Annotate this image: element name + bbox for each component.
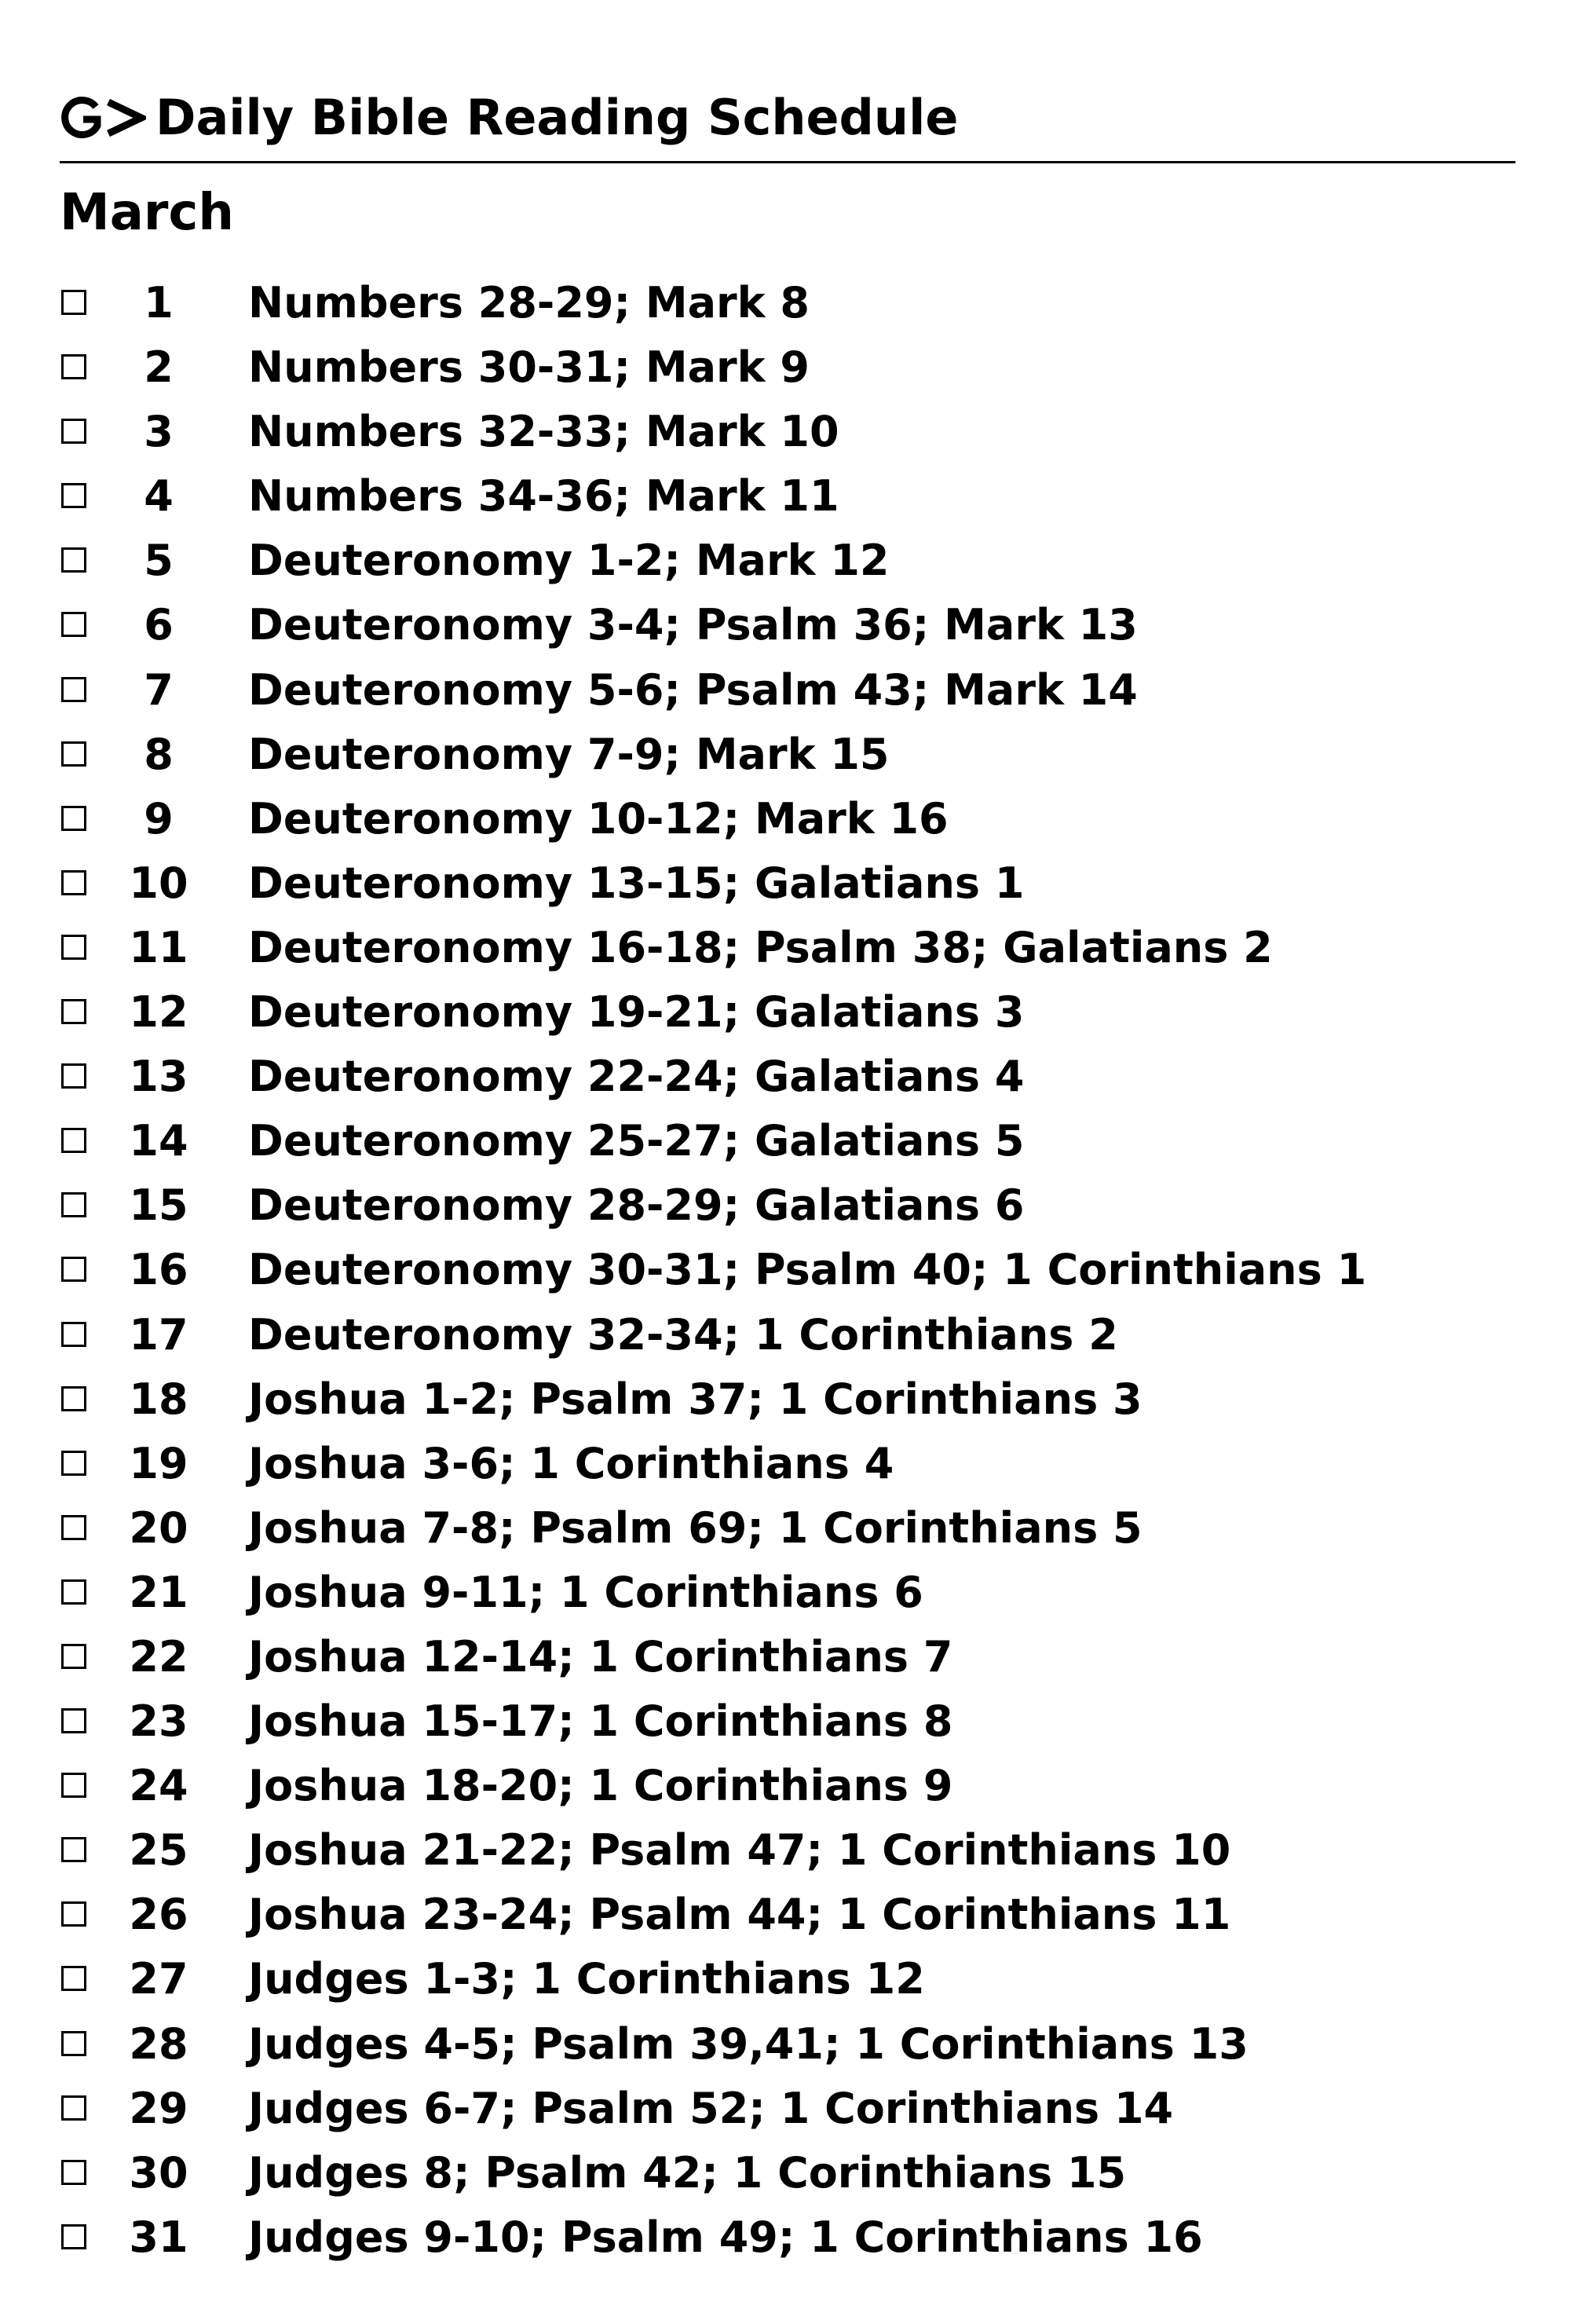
reading-text: Joshua 7-8; Psalm 69; 1 Corinthians 5: [248, 1502, 1142, 1553]
day-number: 4: [144, 471, 174, 522]
reading-text: Deuteronomy 32-34; 1 Corinthians 2: [248, 1309, 1118, 1360]
reading-text: Deuteronomy 16-18; Psalm 38; Galatians 2: [248, 922, 1273, 972]
reading-text: Joshua 1-2; Psalm 37; 1 Corinthians 3: [248, 1374, 1142, 1424]
day-number: 20: [129, 1502, 188, 1553]
reading-row: [60, 1238, 1515, 1302]
day-number: 25: [129, 1825, 188, 1876]
reading-text: Joshua 23-24; Psalm 44; 1 Corinthians 11: [248, 1890, 1231, 1940]
day-number: 26: [129, 1890, 188, 1940]
checkbox[interactable]: [61, 1257, 86, 1282]
day-number: 11: [129, 922, 188, 972]
reading-text: Joshua 12-14; 1 Corinthians 7: [248, 1631, 953, 1682]
reading-row: [60, 851, 1515, 916]
reading-row: [60, 271, 1515, 335]
checkbox[interactable]: [61, 2031, 86, 2056]
checkbox[interactable]: [61, 2160, 86, 2185]
gc-logo-icon: [60, 94, 146, 141]
reading-text: Deuteronomy 7-9; Mark 15: [248, 729, 890, 779]
checkbox[interactable]: [61, 419, 86, 444]
reading-text: Deuteronomy 22-24; Galatians 4: [248, 1052, 1025, 1102]
reading-text: Numbers 30-31; Mark 9: [248, 342, 810, 393]
reading-text: Numbers 34-36; Mark 11: [248, 471, 839, 522]
reading-text: Judges 9-10; Psalm 49; 1 Corinthians 16: [248, 2212, 1203, 2262]
reading-row: [60, 723, 1515, 787]
checkbox[interactable]: [61, 1837, 86, 1862]
day-number: 21: [129, 1567, 188, 1617]
day-number: 17: [129, 1309, 188, 1360]
reading-row: [60, 980, 1515, 1045]
reading-text: Deuteronomy 25-27; Galatians 5: [248, 1116, 1025, 1166]
reading-row: [60, 1561, 1515, 1625]
month-heading: March: [60, 184, 234, 242]
page-header: [60, 85, 1515, 163]
checkbox[interactable]: [61, 1451, 86, 1476]
reading-text: Deuteronomy 5-6; Psalm 43; Mark 14: [248, 664, 1138, 715]
day-number: 8: [144, 729, 174, 779]
checkbox[interactable]: [61, 1192, 86, 1217]
day-number: 24: [129, 1761, 188, 1811]
checkbox[interactable]: [61, 1773, 86, 1798]
reading-text: Deuteronomy 13-15; Galatians 1: [248, 858, 1025, 908]
reading-row: [60, 1883, 1515, 1947]
day-number: 5: [144, 536, 174, 586]
reading-row: [60, 1303, 1515, 1367]
reading-row: [60, 2077, 1515, 2141]
checkbox[interactable]: [61, 806, 86, 831]
reading-text: Judges 1-3; 1 Corinthians 12: [248, 1954, 925, 2004]
reading-row: [60, 1689, 1515, 1754]
reading-row: [60, 1109, 1515, 1173]
checkbox[interactable]: [61, 547, 86, 573]
day-number: 23: [129, 1696, 188, 1747]
reading-text: Judges 4-5; Psalm 39,41; 1 Corinthians 13: [248, 2018, 1249, 2069]
reading-text: Deuteronomy 1-2; Mark 12: [248, 536, 890, 586]
checkbox[interactable]: [61, 1966, 86, 1991]
day-number: 29: [129, 2083, 188, 2133]
reading-text: Deuteronomy 30-31; Psalm 40; 1 Corinthians 1: [248, 1245, 1367, 1295]
reading-row: [60, 1496, 1515, 1561]
checkbox[interactable]: [61, 612, 86, 637]
reading-row: [60, 1432, 1515, 1496]
checkbox[interactable]: [61, 1901, 86, 1927]
checkbox[interactable]: [61, 1322, 86, 1347]
checkbox[interactable]: [61, 1515, 86, 1540]
checkbox[interactable]: [61, 677, 86, 702]
reading-row: [60, 2205, 1515, 2270]
reading-row: [60, 1625, 1515, 1689]
reading-row: [60, 400, 1515, 464]
checkbox[interactable]: [61, 1128, 86, 1153]
day-number: 2: [144, 342, 174, 393]
reading-text: Numbers 32-33; Mark 10: [248, 407, 839, 457]
day-number: 18: [129, 1374, 188, 1424]
checkbox[interactable]: [61, 2095, 86, 2121]
checkbox[interactable]: [61, 483, 86, 508]
reading-text: Joshua 3-6; 1 Corinthians 4: [248, 1438, 894, 1488]
checkbox[interactable]: [61, 1579, 86, 1605]
checkbox[interactable]: [61, 935, 86, 960]
checkbox[interactable]: [61, 1386, 86, 1411]
checkbox[interactable]: [61, 354, 86, 379]
reading-text: Joshua 21-22; Psalm 47; 1 Corinthians 10: [248, 1825, 1231, 1876]
day-number: 27: [129, 1954, 188, 2004]
day-number: 28: [129, 2018, 188, 2069]
reading-row: [60, 1818, 1515, 1883]
day-number: 31: [129, 2212, 188, 2262]
reading-text: Joshua 18-20; 1 Corinthians 9: [248, 1761, 953, 1811]
day-number: 22: [129, 1631, 188, 1682]
reading-row: [60, 2012, 1515, 2077]
reading-list: [60, 271, 1515, 2270]
checkbox[interactable]: [61, 1063, 86, 1089]
reading-text: Judges 8; Psalm 42; 1 Corinthians 15: [248, 2147, 1127, 2198]
reading-text: Deuteronomy 28-29; Galatians 6: [248, 1180, 1025, 1231]
reading-row: [60, 916, 1515, 980]
reading-text: Numbers 28-29; Mark 8: [248, 278, 810, 328]
reading-text: Joshua 9-11; 1 Corinthians 6: [248, 1567, 923, 1617]
day-number: 6: [144, 600, 174, 650]
day-number: 15: [129, 1180, 188, 1231]
document-title: Daily Bible Reading Schedule: [155, 89, 959, 146]
checkbox[interactable]: [61, 2224, 86, 2249]
reading-text: Joshua 15-17; 1 Corinthians 8: [248, 1696, 953, 1747]
day-number: 12: [129, 987, 188, 1038]
reading-row: [60, 787, 1515, 851]
day-number: 1: [144, 278, 174, 328]
reading-row: [60, 1367, 1515, 1432]
checkbox[interactable]: [61, 1644, 86, 1669]
reading-text: Judges 6-7; Psalm 52; 1 Corinthians 14: [248, 2083, 1174, 2133]
day-number: 14: [129, 1116, 188, 1166]
reading-row: [60, 1045, 1515, 1109]
day-number: 19: [129, 1438, 188, 1488]
reading-text: Deuteronomy 19-21; Galatians 3: [248, 987, 1025, 1038]
checkbox[interactable]: [61, 741, 86, 767]
day-number: 3: [144, 407, 174, 457]
checkbox[interactable]: [61, 999, 86, 1024]
day-number: 7: [144, 664, 174, 715]
reading-row: [60, 1173, 1515, 1238]
day-number: 10: [129, 858, 188, 908]
day-number: 16: [129, 1245, 188, 1295]
day-number: 30: [129, 2147, 188, 2198]
day-number: 9: [144, 793, 174, 844]
reading-text: Deuteronomy 10-12; Mark 16: [248, 793, 949, 844]
reading-row: [60, 464, 1515, 529]
checkbox[interactable]: [61, 1708, 86, 1733]
reading-row: [60, 335, 1515, 400]
checkbox[interactable]: [61, 290, 86, 315]
reading-row: [60, 1947, 1515, 2011]
day-number: 13: [129, 1052, 188, 1102]
reading-row: [60, 658, 1515, 723]
reading-row: [60, 1754, 1515, 1818]
reading-text: Deuteronomy 3-4; Psalm 36; Mark 13: [248, 600, 1138, 650]
reading-row: [60, 2141, 1515, 2205]
reading-row: [60, 529, 1515, 593]
checkbox[interactable]: [61, 870, 86, 895]
reading-row: [60, 593, 1515, 657]
